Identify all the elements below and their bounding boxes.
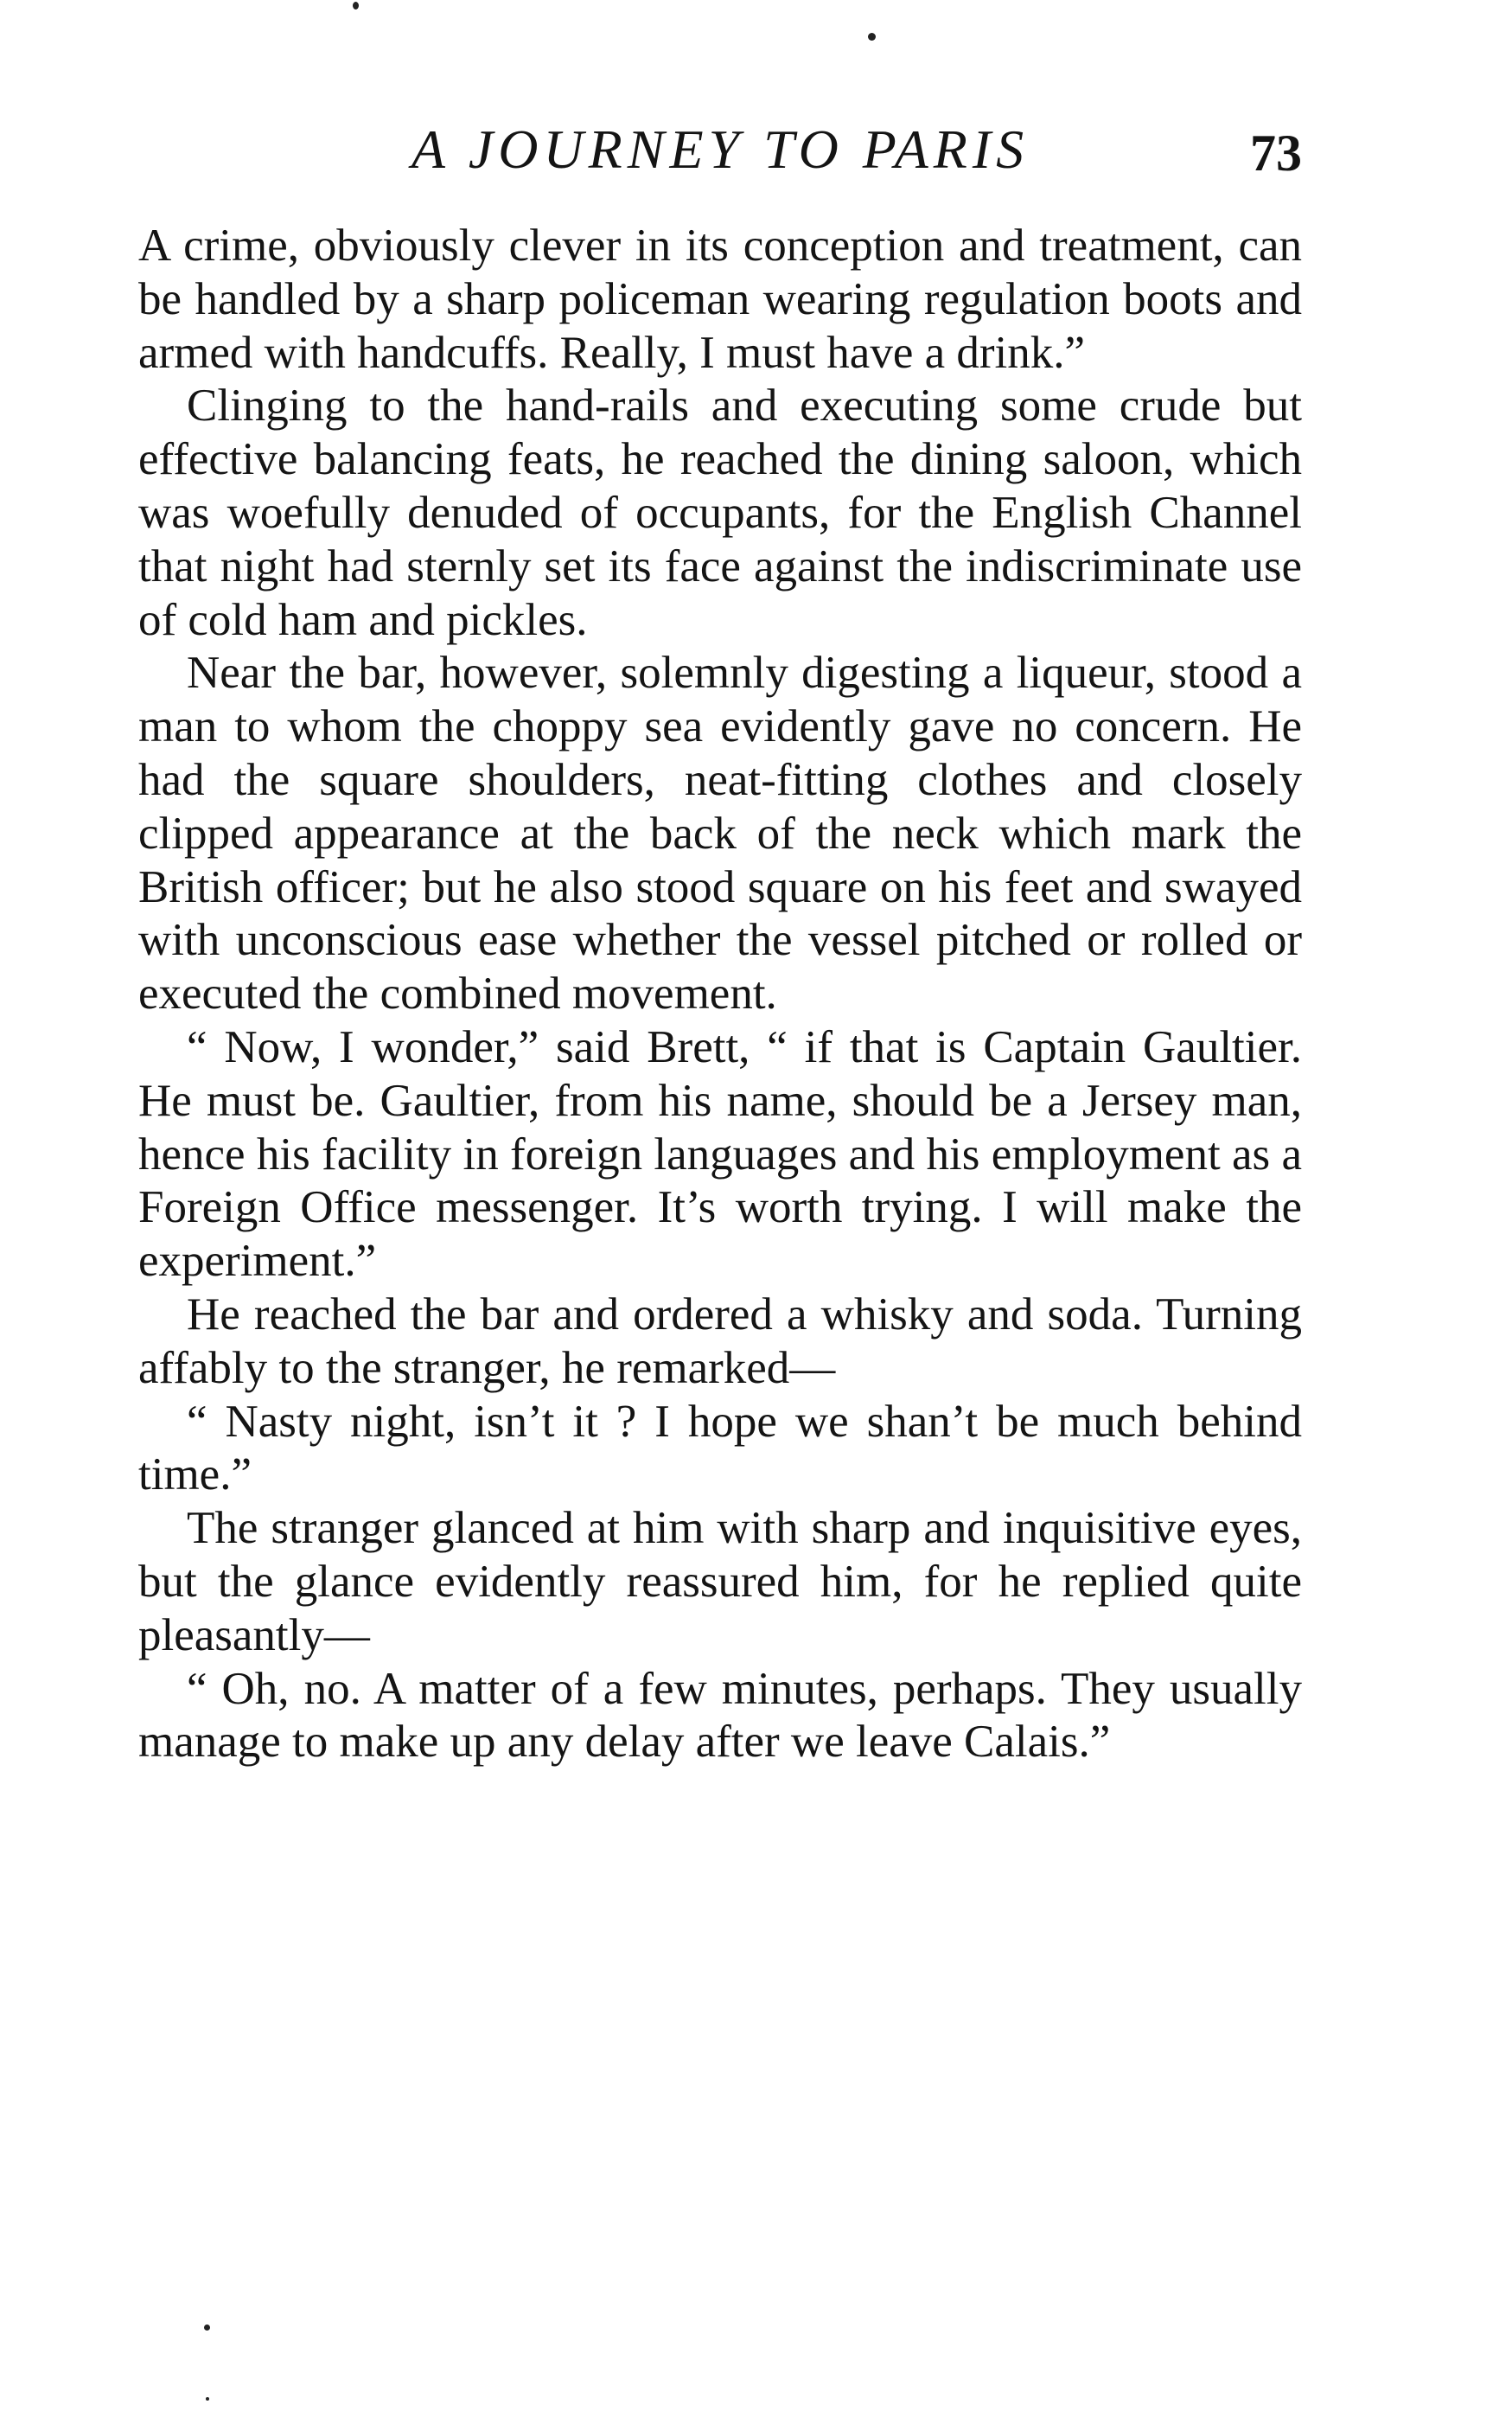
paragraph-8: “ Oh, no. A matter of a few minutes, perhaps. They usually manage to make up any delay after we leave Calais.” <box>138 1663 1302 1768</box>
scan-speck <box>353 2 359 10</box>
scan-speck <box>206 2397 209 2401</box>
page-number: 73 <box>1250 125 1302 182</box>
body-text <box>138 220 1302 1769</box>
paragraph-4: “ Now, I wonder,” said Brett, “ if that is Captain Gaultier. He must be. Gaultier, from his name, should be a Jersey man, hence his facility in foreign languages and his employment as a Foreign Office messenger. It’s worth trying. I will make the experiment.” <box>138 1021 1302 1287</box>
paragraph-2: Clinging to the hand-rails and executing some crude but effective balancing feats, he reached the dining saloon, which was woefully denuded of occupants, for the English Channel that night had sternly set its face against the indiscriminate use of cold ham and pickles. <box>138 380 1302 645</box>
scan-speck <box>868 33 876 41</box>
scan-speck <box>204 2324 210 2331</box>
running-title: A JOURNEY TO PARIS <box>411 118 1030 180</box>
running-head <box>138 111 1302 189</box>
paragraph-6: “ Nasty night, isn’t it ? I hope we shan’t be much behind time.” <box>138 1396 1302 1500</box>
paragraph-7: The stranger glanced at him with sharp and inquisitive eyes, but the glance evidently reassured him, for he replied quite pleasantly— <box>138 1503 1302 1660</box>
paragraph-5: He reached the bar and ordered a whisky and soda. Turning affably to the stranger, he remarked— <box>138 1289 1302 1393</box>
paragraph-3: Near the bar, however, solemnly digesting a liqueur, stood a man to whom the choppy sea evidently gave no concern. He had the square shoulders, neat-fitting clothes and closely clipped appearance at the back of the neck which mark the British officer; but he also stood square on his feet and swayed with unconscious ease whether the vessel pitched or rolled or executed the combined movement. <box>138 648 1302 1020</box>
paragraph-1: A crime, obviously clever in its conception and treatment, can be handled by a sharp policeman wearing regulation boots and armed with handcuffs. Really, I must have a drink.” <box>138 221 1302 378</box>
